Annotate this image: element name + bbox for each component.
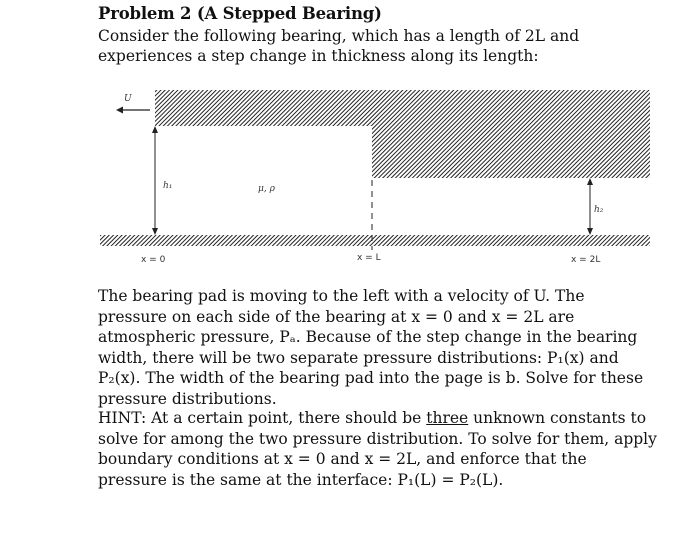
hint-text-before: HINT: At a certain point, there should be bbox=[98, 409, 427, 427]
h2-dimension bbox=[587, 178, 593, 235]
velocity-arrow bbox=[116, 107, 150, 114]
h2-label: h₂ bbox=[594, 205, 604, 215]
xL-label: x = L bbox=[357, 253, 381, 263]
velocity-label: U bbox=[124, 94, 132, 104]
fluid-properties-label: μ, ρ bbox=[258, 184, 275, 194]
bearing-pad bbox=[155, 90, 650, 178]
hint-paragraph bbox=[98, 408, 658, 490]
x0-label: x = 0 bbox=[141, 255, 166, 265]
ground-surface bbox=[100, 235, 650, 246]
h1-label: h₁ bbox=[163, 181, 173, 191]
intro-text: Consider the following bearing, which has a length of 2L and experiences a step change in thickness along its length: bbox=[98, 27, 580, 65]
x2L-label: x = 2L bbox=[571, 255, 601, 265]
problem-title: Problem 2 (A Stepped Bearing) bbox=[98, 4, 382, 23]
problem-description: The bearing pad is moving to the left with a velocity of U. The pressure on each side of the bearing at x = 0 and x = 2L are atmospheric pressure, Pₐ. Because of the step change in the bearing width, there will be two separate pressure distributions: P₁(x) and P₂(x). The width of the bearing pad into the page is b. Solve for these pressure distributions. bbox=[98, 287, 644, 408]
hint-underlined-word: three bbox=[426, 409, 469, 427]
h1-dimension bbox=[152, 126, 158, 235]
hint-text-after: unknown constants to solve for among the two pressure distribution. To solve for them, apply boundary conditions at x = 0 and x = 2L, and enforce that the pressure is the same at the interface: P₁(L) = P₂(L). bbox=[98, 409, 657, 489]
